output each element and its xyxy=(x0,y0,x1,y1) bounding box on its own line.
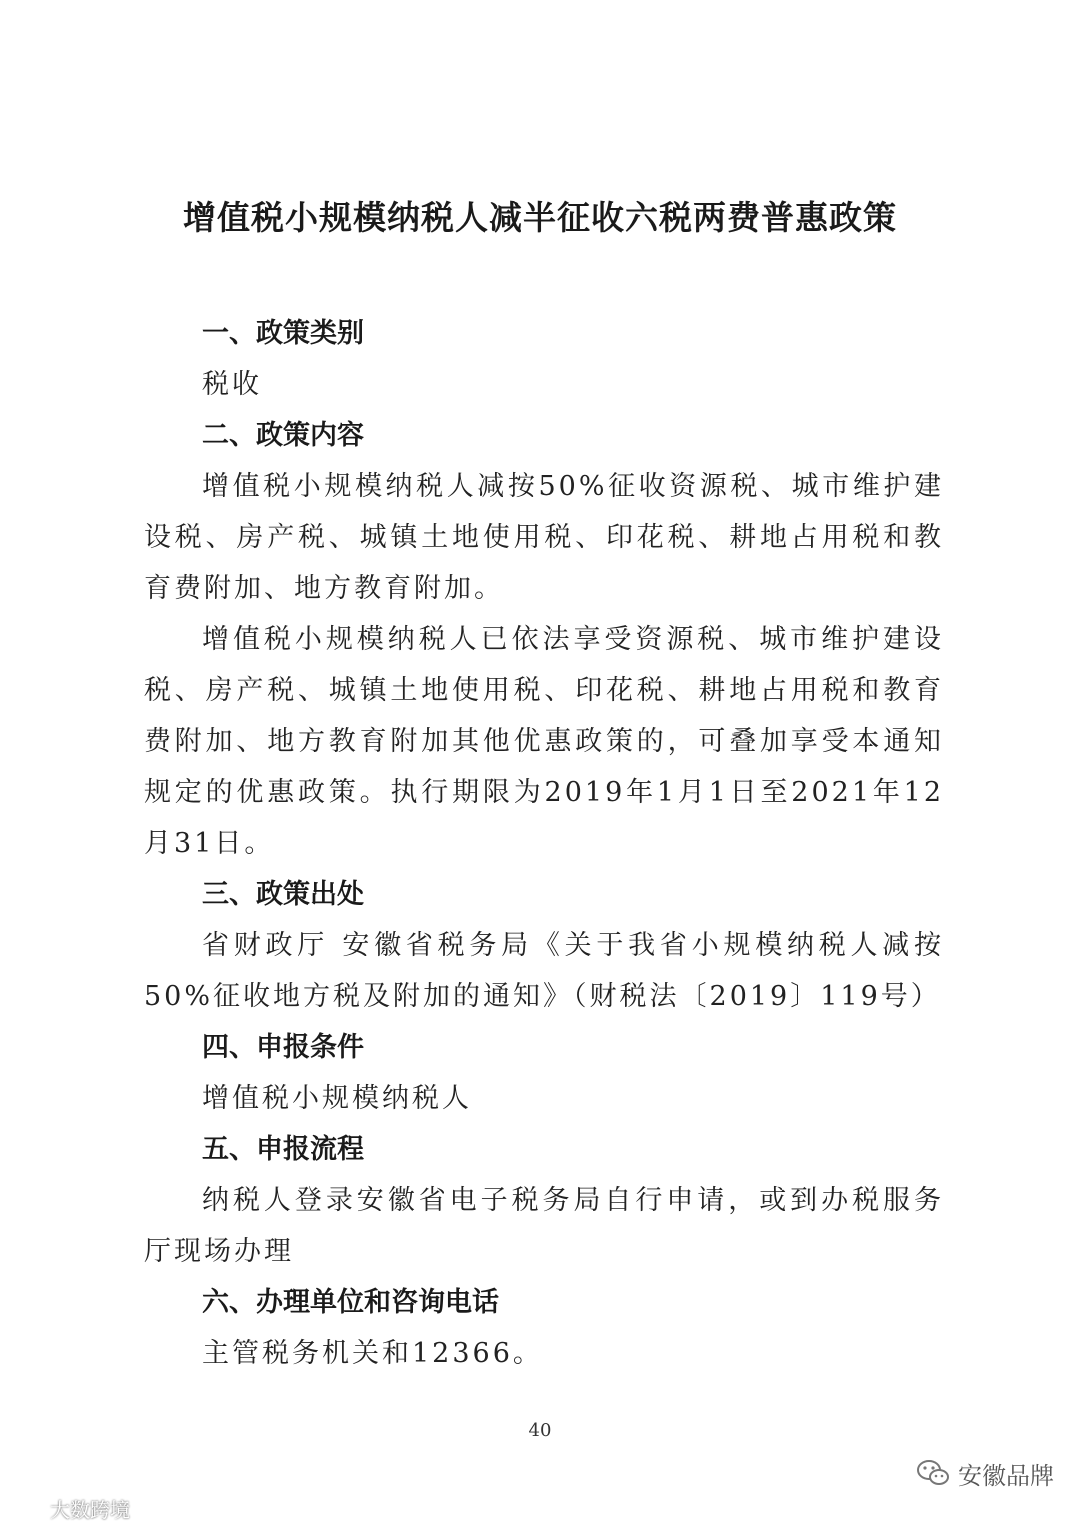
section-source xyxy=(144,869,944,1022)
wechat-icon xyxy=(916,1458,950,1488)
watermark-right-text: 安徽品牌 xyxy=(958,1461,1054,1490)
page-number: 40 xyxy=(528,1420,552,1441)
section-heading: 一、政策类别 xyxy=(202,318,364,349)
section-contact xyxy=(144,1277,944,1379)
watermark-left xyxy=(4,1493,130,1523)
section-paragraph: 增值税小规模纳税人 xyxy=(202,1083,472,1114)
weibo-logo-icon xyxy=(4,1497,44,1519)
section-heading: 三、政策出处 xyxy=(202,879,364,910)
section-paragraph: 主管税务机关和12366。 xyxy=(202,1338,543,1369)
section-paragraph: 纳税人登录安徽省电子税务局自行申请，或到办税服务厅现场办理 xyxy=(144,1185,944,1267)
section-heading: 六、办理单位和咨询电话 xyxy=(202,1287,499,1318)
section-paragraph: 税收 xyxy=(202,369,262,400)
section-paragraph: 增值税小规模纳税人已依法享受资源税、城市维护建设税、房产税、城镇土地使用税、印花税、耕地占用税和教育费附加、地方教育附加其他优惠政策的，可叠加享受本通知规定的优惠政策。执行期限为2019年1月1日至2021年12月31日。 xyxy=(144,624,944,859)
section-heading: 二、政策内容 xyxy=(202,420,364,451)
watermark-left-text: 大数跨境 xyxy=(50,1497,130,1522)
section-process xyxy=(144,1124,944,1277)
document-title: 增值税小规模纳税人减半征收六税两费普惠政策 xyxy=(183,198,897,237)
section-heading: 四、申报条件 xyxy=(202,1032,364,1063)
section-paragraph: 增值税小规模纳税人减按50%征收资源税、城市维护建设税、房产税、城镇土地使用税、印花税、耕地占用税和教育费附加、地方教育附加。 xyxy=(144,471,944,604)
section-conditions xyxy=(144,1022,944,1124)
section-paragraph: 省财政厅 安徽省税务局《关于我省小规模纳税人减按50%征收地方税及附加的通知》（财税法〔2019〕119号） xyxy=(144,930,944,1012)
watermark-right xyxy=(916,1455,1054,1491)
section-category xyxy=(144,308,944,410)
section-content xyxy=(144,410,944,869)
section-heading: 五、申报流程 xyxy=(202,1134,364,1165)
document-body xyxy=(144,308,944,1379)
